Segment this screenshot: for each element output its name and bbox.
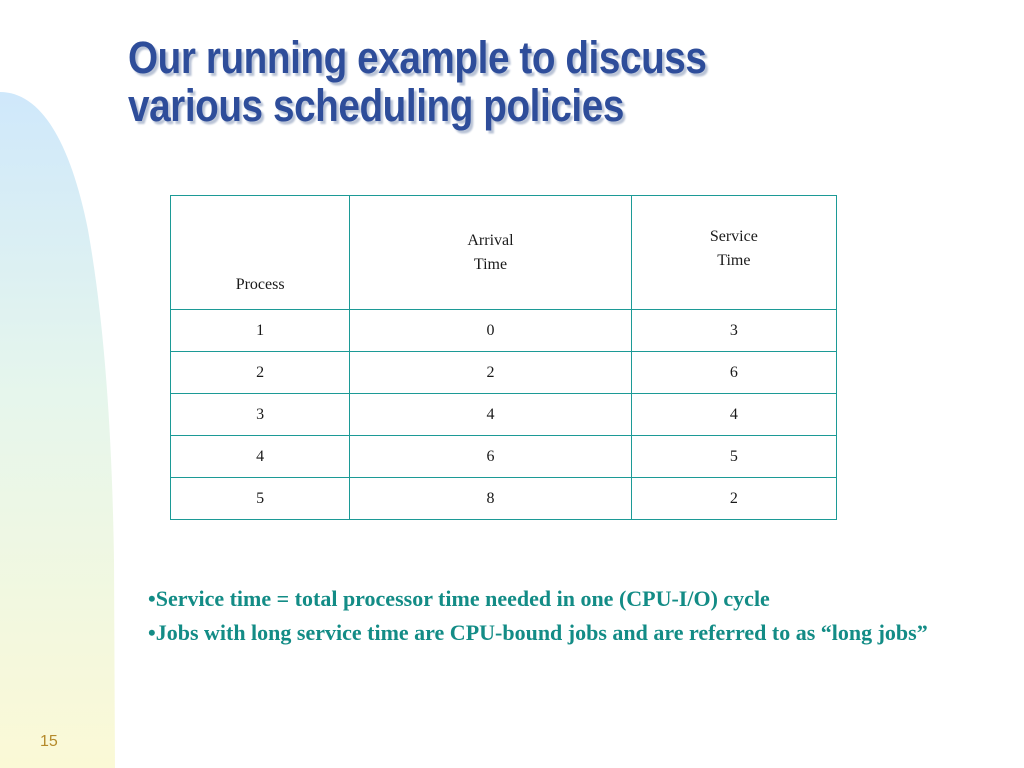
header-arrival-time (350, 196, 631, 310)
table-row (171, 436, 837, 478)
slide-title-line-2: various scheduling policies (128, 80, 624, 131)
cell-process: 2 (171, 352, 350, 394)
table-row (171, 478, 837, 520)
header-service-label-line-2: Time (717, 251, 751, 269)
table-row (171, 394, 837, 436)
cell-arrival: 0 (350, 310, 631, 352)
cell-arrival: 4 (350, 394, 631, 436)
note-long-jobs: •Jobs with long service time are CPU-bound jobs and are referred to as “long jobs” (148, 620, 928, 645)
header-process-label: Process (235, 276, 285, 293)
header-process (171, 196, 350, 310)
cell-service: 6 (631, 352, 836, 394)
cell-service: 3 (631, 310, 836, 352)
cell-service: 2 (631, 478, 836, 520)
cell-process: 3 (171, 394, 350, 436)
cell-arrival: 8 (350, 478, 631, 520)
cell-service: 4 (631, 394, 836, 436)
page-number: 15 (40, 733, 58, 750)
notes-list (148, 582, 1018, 650)
process-table (170, 195, 837, 520)
header-arrival-label-line-1: Arrival (467, 231, 514, 249)
header-service-time (631, 196, 836, 310)
cell-process: 5 (171, 478, 350, 520)
table-row (171, 352, 837, 394)
table-row (171, 310, 837, 352)
table-header-row (171, 196, 837, 310)
side-gradient-decoration (0, 0, 140, 768)
cell-arrival: 2 (350, 352, 631, 394)
slide-title (128, 34, 868, 130)
cell-process: 4 (171, 436, 350, 478)
cell-process: 1 (171, 310, 350, 352)
cell-service: 5 (631, 436, 836, 478)
note-service-time: •Service time = total processor time needed in one (CPU-I/O) cycle (148, 586, 770, 611)
header-arrival-label-line-2: Time (473, 255, 508, 273)
header-service-label-line-1: Service (709, 227, 758, 245)
cell-arrival: 6 (350, 436, 631, 478)
slide-title-line-1: Our running example to discuss (128, 32, 707, 83)
